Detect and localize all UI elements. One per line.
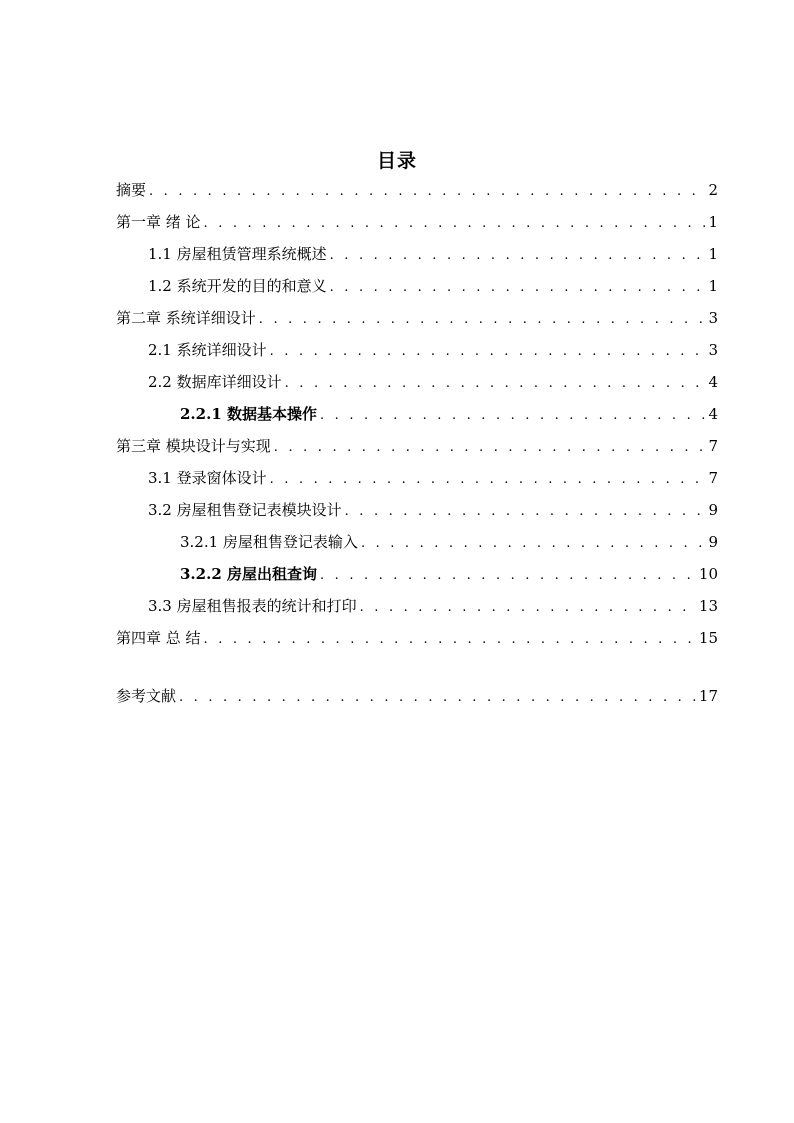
toc-entry-1-1[interactable] (116, 241, 718, 273)
toc-entry-label: 2.2 数据库详细设计 (148, 373, 282, 391)
toc-entry-chapter-4[interactable] (116, 625, 718, 657)
dot-leader (345, 499, 706, 525)
toc-entry-1-2[interactable] (116, 273, 718, 305)
toc-entry-label: 3.2.2 房屋出租查询 (180, 565, 317, 583)
dot-leader (204, 627, 696, 653)
toc-entry-abstract[interactable] (116, 177, 718, 209)
toc-page-number: 7 (708, 437, 718, 455)
toc-entry-3-2-1[interactable] (116, 529, 718, 561)
toc-entry-3-1[interactable] (116, 465, 718, 497)
toc-page-number: 1 (708, 277, 718, 295)
toc-page-number: 3 (708, 309, 718, 327)
toc-entry-label: 3.2.1 房屋租售登记表输入 (180, 533, 358, 551)
toc-entry-3-2[interactable] (116, 497, 718, 529)
toc-page-number: 4 (708, 373, 718, 391)
dot-leader (360, 595, 696, 621)
toc-entry-label: 3.1 登录窗体设计 (148, 469, 267, 487)
toc-entry-3-2-2[interactable] (116, 561, 718, 593)
toc-title: 目录 (376, 150, 417, 172)
dot-leader (149, 179, 705, 205)
toc-page-number: 13 (698, 597, 718, 615)
dot-leader (259, 307, 706, 333)
toc-page-number: 1 (708, 213, 718, 231)
toc-entry-2-2-1[interactable] (116, 401, 718, 433)
toc-entry-label: 2.2.1 数据基本操作 (180, 405, 317, 423)
dot-leader (285, 371, 706, 397)
toc-entry-chapter-2[interactable] (116, 305, 718, 337)
toc-entry-references[interactable] (116, 683, 718, 715)
toc-page-number: 3 (708, 341, 718, 359)
dot-leader (330, 275, 706, 301)
toc-entry-label: 1.1 房屋租赁管理系统概述 (148, 245, 327, 263)
toc-page-number: 1 (708, 245, 718, 263)
toc-entry-chapter-1[interactable] (116, 209, 718, 241)
toc-entry-2-1[interactable] (116, 337, 718, 369)
toc-entry-label: 第四章 总 结 (116, 629, 201, 647)
dot-leader (179, 685, 696, 711)
dot-leader (320, 563, 696, 589)
toc-page-number: 9 (708, 533, 718, 551)
toc-entry-label: 参考文献 (116, 687, 177, 705)
toc-page-number: 15 (698, 629, 718, 647)
dot-leader (320, 403, 705, 429)
toc-entry-label: 第三章 模块设计与实现 (116, 437, 271, 455)
dot-leader (361, 531, 706, 557)
dot-leader (330, 243, 706, 269)
toc-entry-2-2[interactable] (116, 369, 718, 401)
toc-entry-3-3[interactable] (116, 593, 718, 625)
toc-entry-label: 摘要 (116, 181, 147, 199)
table-of-contents (116, 177, 718, 715)
toc-page-number: 10 (698, 565, 718, 583)
toc-entry-label: 第一章 绪 论 (116, 213, 201, 231)
dot-leader (274, 435, 706, 461)
dot-leader (270, 339, 706, 365)
toc-entry-label: 1.2 系统开发的目的和意义 (148, 277, 327, 295)
toc-entry-chapter-3[interactable] (116, 433, 718, 465)
toc-page-number: 9 (708, 501, 718, 519)
toc-page-number: 17 (698, 687, 718, 705)
toc-page-number: 2 (708, 181, 718, 199)
dot-leader (270, 467, 706, 493)
toc-page-number: 7 (708, 469, 718, 487)
toc-entry-label: 2.1 系统详细设计 (148, 341, 267, 359)
toc-entry-label: 第二章 系统详细设计 (116, 309, 256, 327)
dot-leader (204, 211, 706, 237)
toc-entry-label: 3.2 房屋租售登记表模块设计 (148, 501, 342, 519)
toc-page-number: 4 (708, 405, 718, 423)
toc-entry-label: 3.3 房屋租售报表的统计和打印 (148, 597, 357, 615)
